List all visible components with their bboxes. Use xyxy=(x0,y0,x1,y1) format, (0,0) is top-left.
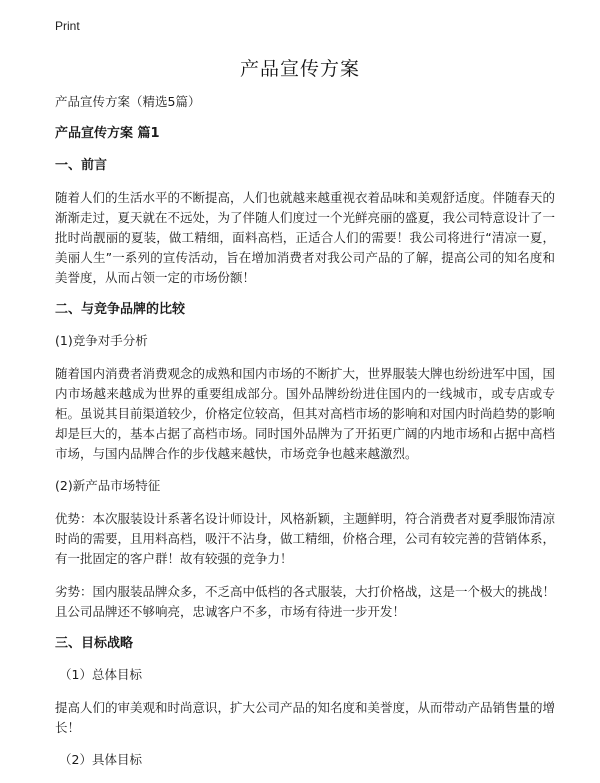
subheading-competitor-analysis: (1)竞争对手分析 xyxy=(55,333,148,348)
print-label: Print xyxy=(55,19,80,33)
paragraph-competitor-analysis: 随着国内消费者消费观念的成熟和国内市场的不断扩大，世界服装大牌也纷纷进军中国，国内市场越来越成为世界的重要组成部分。国外品牌纷纷进住国内的一线城市，或专店或专柜。虽说其目前渠道较少，价格定位较高，但其对高档市场的影响和对国内时尚趋势的影响却是巨大的，基本占据了高档市场。同时国外品牌为了开拓更广阔的内地市场和占据中高档市场，与国内品牌合作的步伐越来越快，市场竞争也越来越激烈。 xyxy=(55,366,556,461)
section-heading-comparison: 二、与竞争品牌的比较 xyxy=(55,302,186,317)
subheading-overall-goal: （1）总体目标 xyxy=(59,667,142,682)
document-title: 产品宣传方案 xyxy=(239,58,360,80)
article-heading: 产品宣传方案 篇1 xyxy=(55,126,160,141)
document-body xyxy=(55,93,555,783)
paragraph-strengths: 优势：本次服装设计系著名设计师设计，风格新颖，主题鲜明，符合消费者对夏季服饰清凉时尚的需要，且用料高档，吸汗不沾身，做工精细，价格合理，公司有较完善的营销体系，有一批固定的客户群！故有较强的竞争力！ xyxy=(55,511,556,566)
paragraph-weaknesses: 劣势：国内服装品牌众多，不乏高中低档的各式服装，大打价格战，这是一个极大的挑战！且公司品牌还不够响亮，忠诚客户不多，市场有待进一步开发！ xyxy=(55,584,556,619)
paragraph-overall-goal: 提高人们的审美观和时尚意识，扩大公司产品的知名度和美誉度，从而带动产品销售量的增长！ xyxy=(55,700,556,735)
section-heading-preface: 一、前言 xyxy=(55,158,108,173)
document-subtitle: 产品宣传方案（精选5篇） xyxy=(55,94,201,109)
subheading-specific-goal: （2）具体目标 xyxy=(59,752,142,767)
paragraph-preface: 随着人们的生活水平的不断提高，人们也就越来越重视衣着品味和美观舒适度。伴随春天的渐渐走过，夏天就在不远处，为了伴随人们度过一个光鲜亮丽的盛夏，我公司特意设计了一批时尚靓丽的夏装，做工精细，面料高档，正适合人们的需要！我公司将进行“清凉一夏，美丽人生”一系列的宣传活动，旨在增加消费者对我公司产品的了解，提高公司的知名度和美誉度，从而占领一定的市场份额！ xyxy=(55,190,556,285)
section-heading-strategy: 三、目标战略 xyxy=(55,636,134,651)
subheading-market-features: (2)新产品市场特征 xyxy=(55,478,161,493)
